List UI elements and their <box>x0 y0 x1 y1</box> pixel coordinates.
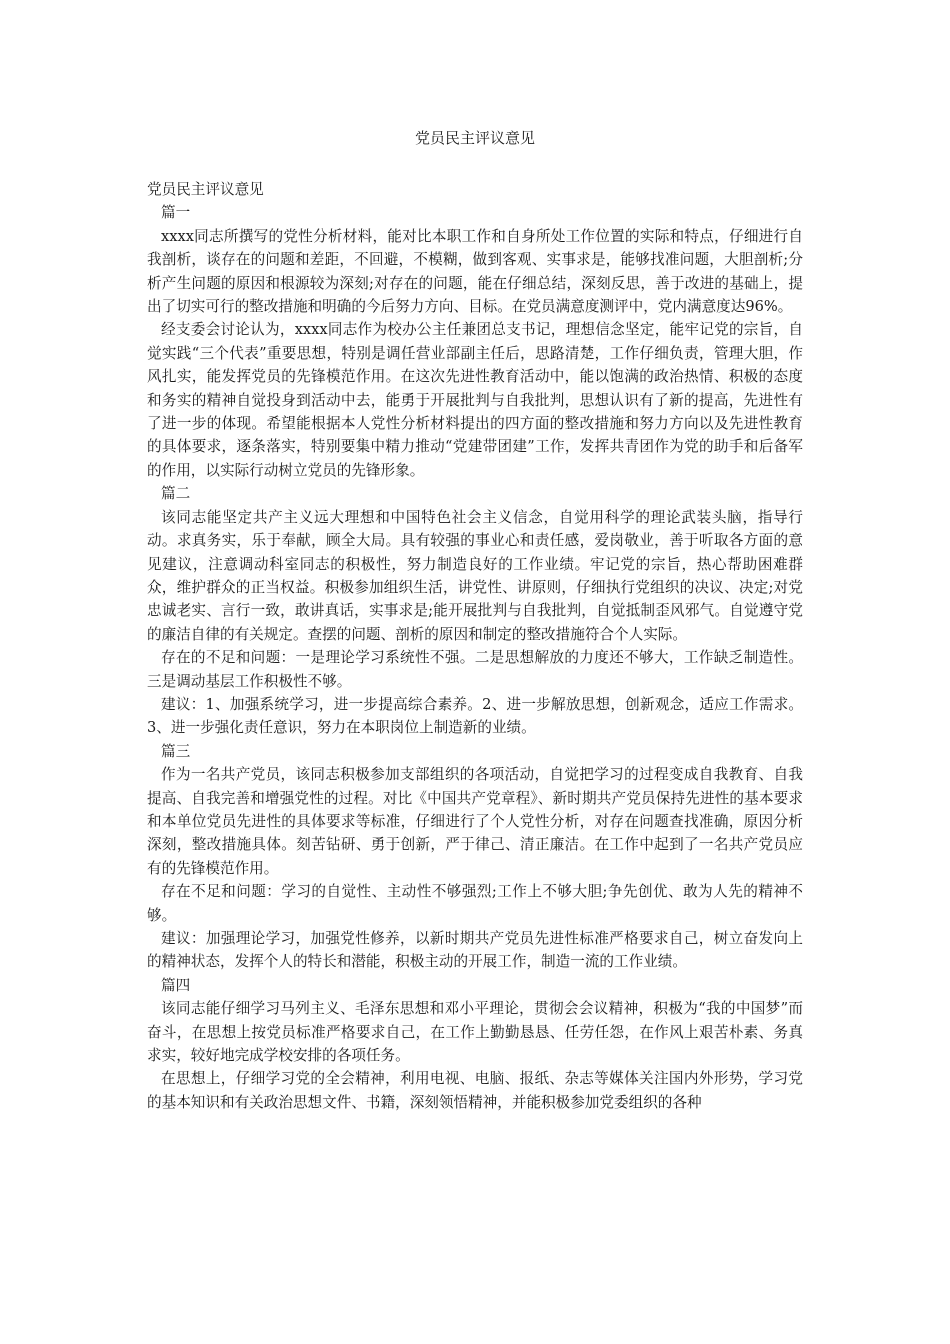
paragraph: xxxx同志所撰写的党性分析材料，能对比本职工作和自身所处工作位置的实际和特点，仔细进行自我剖析，谈存在的问题和差距，不回避，不模糊，做到客观、实事求是，能够找准问题，大胆剖析;分析产生问题的原因和根源较为深刻;对存在的问题，能在仔细总结，深刻反思，善于改进的基础上，提出了切实可行的整改措施和明确的今后努力方向、目标。在党员满意度测评中，党内满意度达96%。 <box>147 227 803 316</box>
paragraph: 该同志能坚定共产主义远大理想和中国特色社会主义信念，自觉用科学的理论武装头脑，指导行动。求真务实，乐于奉献，顾全大局。具有较强的事业心和责任感，爱岗敬业，善于听取各方面的意见建议，注意调动科室同志的积极性，努力制造良好的工作业绩。牢记党的宗旨，热心帮助困难群众，维护群众的正当权益。积极参加组织生活，讲党性、讲原则，仔细执行党组织的决议、决定;对党忠诚老实、言行一致，敢讲真话，实事求是;能开展批判与自我批判，自觉抵制歪风邪气。自觉遵守党的廉洁自律的有关规定。查摆的问题、剖析的原因和制定的整改措施符合个人实际。 <box>147 508 803 643</box>
paragraph: 建议：1、加强系统学习，进一步提高综合素养。2、进一步解放思想，创新观念，适应工作需求。3、进一步强化责任意识，努力在本职岗位上制造新的业绩。 <box>147 695 803 737</box>
paragraph: 经支委会讨论认为，xxxx同志作为校办公主任兼团总支书记，理想信念坚定，能牢记党的宗旨，自觉实践“三个代表”重要思想，特别是调任营业部副主任后，思路清楚，工作仔细负责，管理大胆，作风扎实，能发挥党员的先锋模范作用。在这次先进性教育活动中，能以饱满的政治热情、积极的态度和务实的精神自觉投身到活动中去，能勇于开展批判与自我批判，思想认识有了新的提高，先进性有了进一步的体现。希望能根据本人党性分析材料提出的四方面的整改措施和努力方向以及先进性教育的具体要求，逐条落实，特别要集中精力推动“党建带团建”工作，发挥共青团作为党的助手和后备军的作用，以实际行动树立党员的先锋形象。 <box>147 321 803 479</box>
section-label-3: 篇三 <box>161 742 191 760</box>
paragraph: 建议：加强理论学习，加强党性修养，以新时期共产党员先进性标准严格要求自己，树立奋发向上的精神状态，发挥个人的特长和潜能，积极主动的开展工作，制造一流的工作业绩。 <box>147 930 803 971</box>
paragraph: 在思想上，仔细学习党的全会精神，利用电视、电脑、报纸、杂志等媒体关注国内外形势，学习党的基本知识和有关政治思想文件、书籍，深刻领悟精神，并能积极参加党委组织的各种 <box>147 1070 803 1111</box>
section-label-4: 篇四 <box>161 976 191 994</box>
paragraph: 存在的不足和问题：一是理论学习系统性不强。二是思想解放的力度还不够大，工作缺乏制造性。三是调动基层工作积极性不够。 <box>147 649 803 690</box>
paragraph: 作为一名共产党员，该同志积极参加支部组织的各项活动，自觉把学习的过程变成自我教育、自我提高、自我完善和增强党性的过程。对比《中国共产党章程》、新时期共产党员保持先进性的基本要求和本单位党员先进性的具体要求等标准，仔细进行了个人党性分析，对存在问题查找准确，原因分析深刻，整改措施具体。刻苦钻研、勇于创新，严于律己、清正廉洁。在工作中起到了一名共产党员应有的先锋模范作用。 <box>147 766 803 877</box>
section-label-1: 篇一 <box>161 204 191 222</box>
document-heading: 党员民主评议意见 <box>147 181 264 198</box>
document-body <box>147 178 803 1114</box>
paragraph: 存在不足和问题：学习的自觉性、主动性不够强烈;工作上不够大胆;争先创优、敢为人先的精神不够。 <box>147 883 803 924</box>
section-label-2: 篇二 <box>161 485 191 503</box>
document-title: 党员民主评议意见 <box>414 129 535 147</box>
paragraph: 该同志能仔细学习马列主义、毛泽东思想和邓小平理论，贯彻会会议精神，积极为“我的中国梦”而奋斗，在思想上按党员标准严格要求自己，在工作上勤勤恳恳、任劳任怨，在作风上艰苦朴素、务真求实，较好地完成学校安排的各项任务。 <box>147 1000 803 1065</box>
